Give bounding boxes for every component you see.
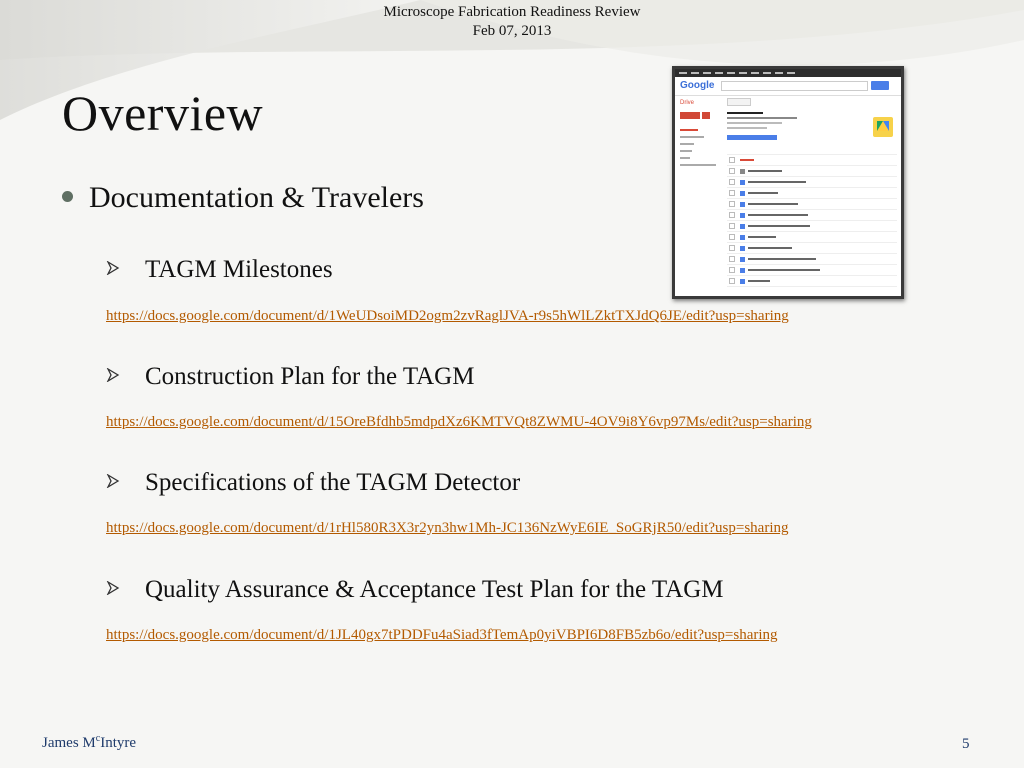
- sub-bullet: [106, 469, 520, 497]
- main-bullet-text: Documentation & Travelers: [89, 181, 424, 214]
- new-folder-button: [727, 98, 751, 106]
- sub-bullet-text: Construction Plan for the TAGM: [145, 363, 475, 390]
- create-button: [680, 112, 700, 119]
- drive-logo-icon: [873, 117, 893, 137]
- author-superscript: c: [95, 733, 101, 744]
- main-bullet: [62, 181, 424, 215]
- page-number: 5: [962, 736, 970, 752]
- doc-link[interactable]: https://docs.google.com/document/d/1JL40gx7tPDDFu4aSiad3fTemAp0yiVBPI6D8FB5zb6o/edit?usp=sharing: [106, 627, 778, 643]
- google-header: [675, 77, 901, 96]
- google-search-box: [721, 81, 868, 91]
- drive-label: Drive: [680, 100, 695, 106]
- slide-header: [0, 3, 1024, 41]
- header-date: Feb 07, 2013: [472, 23, 552, 39]
- header-title: Microscope Fabrication Readiness Review: [383, 4, 641, 20]
- google-search-button: [871, 81, 889, 90]
- sub-bullet-text: Quality Assurance & Acceptance Test Plan for the TAGM: [145, 576, 724, 603]
- arrow-bullet-icon: [106, 574, 130, 602]
- doc-link[interactable]: https://docs.google.com/document/d/1rHl580R3X3r2yn3hw1Mh-JC136NzWyE6IE_SoGRjR50/edit?usp=sharing: [106, 520, 789, 536]
- author-suffix: Intyre: [100, 735, 137, 751]
- google-top-bar: [675, 69, 901, 77]
- sub-bullet-text: Specifications of the TAGM Detector: [145, 469, 521, 496]
- arrow-bullet-icon: [106, 254, 130, 282]
- arrow-bullet-icon: [106, 467, 130, 495]
- doc-link[interactable]: https://docs.google.com/document/d/1WeUDsoiMD2ogm2zvRaglJVA-r9s5hWlLZktTXJdQ6JE/edit?usp=sharing: [106, 308, 789, 324]
- sub-bullet-text: TAGM Milestones: [145, 256, 333, 283]
- meet-your-drive-panel: [727, 112, 897, 155]
- bullet-dot-icon: [62, 191, 73, 202]
- google-drive-screenshot: [672, 66, 904, 299]
- google-logo: Google: [680, 80, 715, 91]
- author-prefix: James M: [42, 735, 96, 751]
- arrow-bullet-icon: [106, 361, 130, 389]
- footer-author: [42, 733, 136, 752]
- sub-bullet: [106, 363, 474, 391]
- drive-main: [727, 98, 897, 296]
- doc-link[interactable]: https://docs.google.com/document/d/15OreBfdhb5mdpdXz6KMTVQt8ZWMU-4OV9i8Y6vp97Ms/edit?usp=sharing: [106, 414, 812, 430]
- sub-bullet: [106, 256, 333, 284]
- upload-icon: [702, 112, 710, 119]
- drive-sidebar: [675, 96, 725, 296]
- sub-bullet: [106, 576, 724, 604]
- slide-title: Overview: [62, 85, 264, 141]
